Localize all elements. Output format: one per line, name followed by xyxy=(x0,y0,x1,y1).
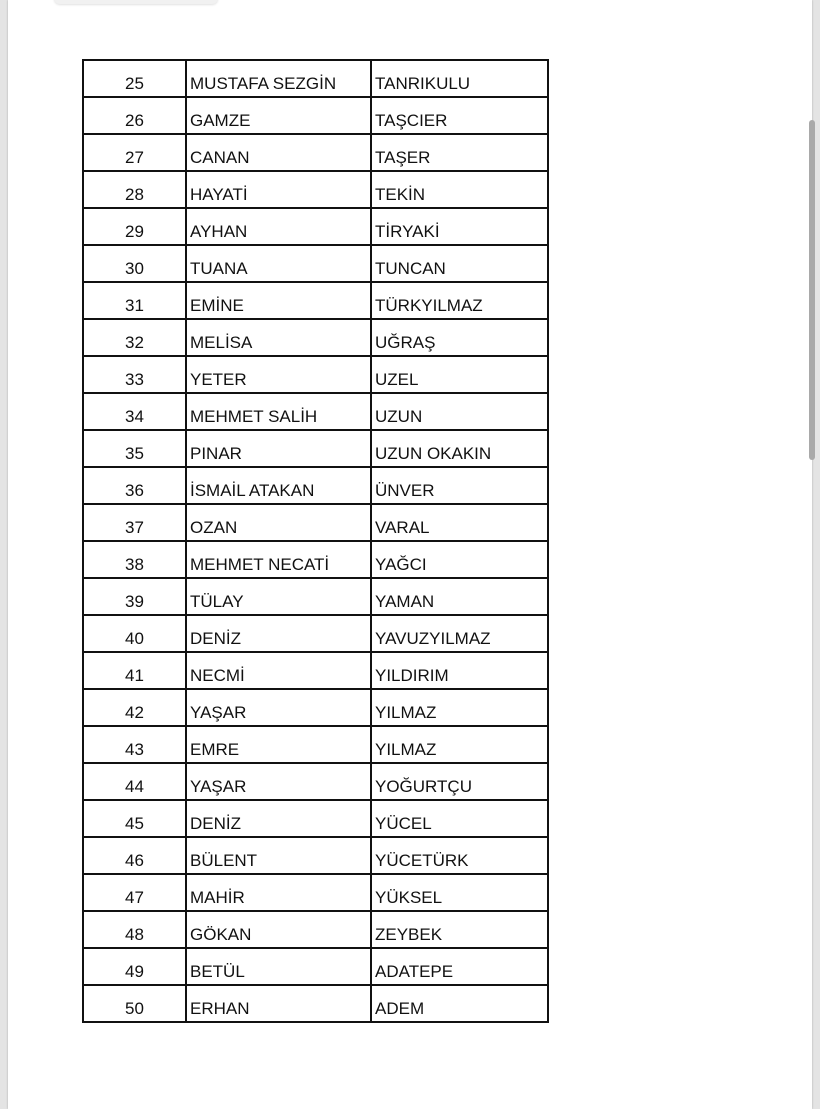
table-row xyxy=(83,245,548,282)
table-row xyxy=(83,541,548,578)
first-name-cell: TÜLAY xyxy=(186,578,371,615)
table-row xyxy=(83,800,548,837)
first-name-cell: BÜLENT xyxy=(186,837,371,874)
table-row xyxy=(83,393,548,430)
row-number-cell: 38 xyxy=(83,541,186,578)
last-name-cell: YAVUZYILMAZ xyxy=(371,615,548,652)
last-name-cell: TAŞER xyxy=(371,134,548,171)
row-number-cell: 28 xyxy=(83,171,186,208)
row-number-cell: 48 xyxy=(83,911,186,948)
name-list-table xyxy=(82,59,549,1023)
row-number-cell: 47 xyxy=(83,874,186,911)
row-number-cell: 43 xyxy=(83,726,186,763)
table-row xyxy=(83,430,548,467)
row-number-cell: 36 xyxy=(83,467,186,504)
row-number-cell: 25 xyxy=(83,60,186,97)
first-name-cell: EMRE xyxy=(186,726,371,763)
last-name-cell: UĞRAŞ xyxy=(371,319,548,356)
last-name-cell: YÜCEL xyxy=(371,800,548,837)
last-name-cell: UZUN xyxy=(371,393,548,430)
first-name-cell: GAMZE xyxy=(186,97,371,134)
row-number-cell: 31 xyxy=(83,282,186,319)
last-name-cell: TAŞCIER xyxy=(371,97,548,134)
last-name-cell: YILMAZ xyxy=(371,689,548,726)
table-row xyxy=(83,282,548,319)
row-number-cell: 49 xyxy=(83,948,186,985)
last-name-cell: TEKİN xyxy=(371,171,548,208)
first-name-cell: GÖKAN xyxy=(186,911,371,948)
row-number-cell: 33 xyxy=(83,356,186,393)
row-number-cell: 37 xyxy=(83,504,186,541)
last-name-cell: UZUN OKAKIN xyxy=(371,430,548,467)
first-name-cell: HAYATİ xyxy=(186,171,371,208)
table-row xyxy=(83,689,548,726)
row-number-cell: 29 xyxy=(83,208,186,245)
last-name-cell: TÜRKYILMAZ xyxy=(371,282,548,319)
last-name-cell: TUNCAN xyxy=(371,245,548,282)
last-name-cell: VARAL xyxy=(371,504,548,541)
table-row xyxy=(83,467,548,504)
row-number-cell: 39 xyxy=(83,578,186,615)
first-name-cell: NECMİ xyxy=(186,652,371,689)
first-name-cell: MUSTAFA SEZGİN xyxy=(186,60,371,97)
table-row xyxy=(83,97,548,134)
table-row xyxy=(83,578,548,615)
table-row xyxy=(83,652,548,689)
first-name-cell: BETÜL xyxy=(186,948,371,985)
first-name-cell: CANAN xyxy=(186,134,371,171)
last-name-cell: ADATEPE xyxy=(371,948,548,985)
row-number-cell: 27 xyxy=(83,134,186,171)
last-name-cell: YAMAN xyxy=(371,578,548,615)
last-name-cell: YOĞURTÇU xyxy=(371,763,548,800)
table-row xyxy=(83,837,548,874)
last-name-cell: TANRIKULU xyxy=(371,60,548,97)
last-name-cell: YÜCETÜRK xyxy=(371,837,548,874)
last-name-cell: YAĞCI xyxy=(371,541,548,578)
first-name-cell: ERHAN xyxy=(186,985,371,1022)
row-number-cell: 42 xyxy=(83,689,186,726)
first-name-cell: TUANA xyxy=(186,245,371,282)
row-number-cell: 40 xyxy=(83,615,186,652)
table-row xyxy=(83,763,548,800)
last-name-cell: YILDIRIM xyxy=(371,652,548,689)
first-name-cell: İSMAİL ATAKAN xyxy=(186,467,371,504)
table-row xyxy=(83,948,548,985)
viewer-top-tab[interactable] xyxy=(54,0,218,4)
row-number-cell: 32 xyxy=(83,319,186,356)
row-number-cell: 45 xyxy=(83,800,186,837)
first-name-cell: YAŞAR xyxy=(186,763,371,800)
last-name-cell: ADEM xyxy=(371,985,548,1022)
table-row xyxy=(83,911,548,948)
first-name-cell: MEHMET SALİH xyxy=(186,393,371,430)
document-page xyxy=(8,0,812,1109)
last-name-cell: ÜNVER xyxy=(371,467,548,504)
last-name-cell: YÜKSEL xyxy=(371,874,548,911)
first-name-cell: YETER xyxy=(186,356,371,393)
first-name-cell: MELİSA xyxy=(186,319,371,356)
first-name-cell: MAHİR xyxy=(186,874,371,911)
first-name-cell: AYHAN xyxy=(186,208,371,245)
table-row xyxy=(83,726,548,763)
table-row xyxy=(83,60,548,97)
last-name-cell: ZEYBEK xyxy=(371,911,548,948)
row-number-cell: 30 xyxy=(83,245,186,282)
row-number-cell: 50 xyxy=(83,985,186,1022)
table-row xyxy=(83,134,548,171)
last-name-cell: UZEL xyxy=(371,356,548,393)
table-row xyxy=(83,208,548,245)
row-number-cell: 35 xyxy=(83,430,186,467)
table-row xyxy=(83,504,548,541)
row-number-cell: 46 xyxy=(83,837,186,874)
row-number-cell: 41 xyxy=(83,652,186,689)
last-name-cell: TİRYAKİ xyxy=(371,208,548,245)
first-name-cell: YAŞAR xyxy=(186,689,371,726)
first-name-cell: OZAN xyxy=(186,504,371,541)
row-number-cell: 34 xyxy=(83,393,186,430)
first-name-cell: DENİZ xyxy=(186,615,371,652)
vertical-scrollbar[interactable] xyxy=(809,120,815,460)
row-number-cell: 44 xyxy=(83,763,186,800)
table-row xyxy=(83,171,548,208)
table-body xyxy=(83,60,548,1022)
table-row xyxy=(83,615,548,652)
table-row xyxy=(83,874,548,911)
first-name-cell: MEHMET NECATİ xyxy=(186,541,371,578)
table-row xyxy=(83,356,548,393)
table-row xyxy=(83,985,548,1022)
row-number-cell: 26 xyxy=(83,97,186,134)
first-name-cell: DENİZ xyxy=(186,800,371,837)
first-name-cell: PINAR xyxy=(186,430,371,467)
table-row xyxy=(83,319,548,356)
first-name-cell: EMİNE xyxy=(186,282,371,319)
last-name-cell: YILMAZ xyxy=(371,726,548,763)
